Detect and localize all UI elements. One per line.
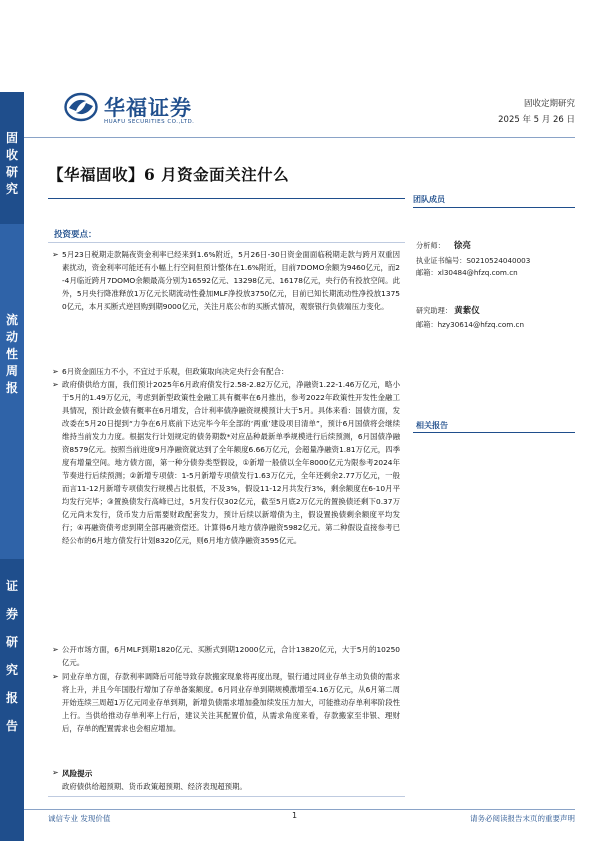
header-divider bbox=[24, 137, 575, 138]
team-divider bbox=[413, 207, 575, 208]
analyst-license: 执业证书编号：S0210524040003 bbox=[416, 256, 531, 265]
assistant-block bbox=[416, 305, 524, 330]
company-logo-icon bbox=[64, 92, 98, 122]
report-title: 【华福固收】6 月资金面关注什么 bbox=[48, 165, 290, 184]
report-type: 固收定期研究 bbox=[523, 99, 575, 109]
report-date: 2025 年 5 月 26 日 bbox=[498, 115, 575, 125]
side-band-segment-1 bbox=[0, 92, 24, 224]
side-band-label-3: 证 券 研 究 报 告 bbox=[5, 579, 18, 733]
paragraph-2: 6月资金面压力不小，不宜过于乐观，但政策取向决定央行会有配合： bbox=[62, 367, 289, 376]
analyst-block bbox=[416, 240, 530, 278]
bullet-icon: ➢ bbox=[52, 380, 59, 389]
bullet-icon: ➢ bbox=[52, 367, 59, 376]
footer-slogan: 诚信专业 发现价值 bbox=[48, 814, 111, 823]
company-name-en: HUAFU SECURITIES CO.,LTD. bbox=[104, 119, 195, 125]
assistant-email: 邮箱：hzy30614@hfzq.com.cn bbox=[416, 320, 525, 329]
footer-disclaimer: 请务必阅读报告末页的重要声明 bbox=[470, 814, 575, 823]
risk-heading: 风险提示 bbox=[62, 769, 93, 778]
bullet-icon: ➢ bbox=[52, 672, 59, 681]
page-number: 1 bbox=[292, 811, 298, 820]
team-members-heading: 团队成员 bbox=[413, 195, 445, 204]
section-heading: 投资要点： bbox=[54, 230, 97, 240]
bullet-icon: ➢ bbox=[52, 768, 59, 777]
assistant-label: 研究助理： bbox=[416, 306, 452, 315]
analyst-label: 分析师： bbox=[416, 241, 445, 250]
side-band-segment-3 bbox=[0, 559, 24, 841]
risk-text: 政府债供给超预期、货币政策超预期、经济表现超预期。 bbox=[62, 782, 247, 791]
paragraph-1: 5月23日税期走款隔夜资金利率已经来到1.6%附近，5月26日-30日资金面面临税期走款与跨月双重因素扰动，资金利率可能还有小幅上行空间但预计整体在1.6%附近，目前7DOMO余额为9460亿元，而2-4月临近跨月7DOMO余额最高分别为16592亿元、13298亿元、16178亿元，央行仍有投放空间。此外，5月央行降准释放1万亿元长期流动性叠加MLF净投放3750亿元，目前已知长期流动性净投放13750亿元，本月买断式逆回购到期9000亿元，关注月底公布的买断式情况，观察银行负债端压力变化。 bbox=[62, 250, 400, 311]
side-band-label-1: 固 收 研 究 bbox=[5, 131, 18, 196]
bullet-icon: ➢ bbox=[52, 250, 59, 259]
paragraph-5: 同业存单方面，存款利率调降后可能导致存款搬家现象将再度出现，银行通过同业存单主动负债的需求将上升，并且今年国股行增加了存单备案额度。6月同业存单到期规模激增至4.16万亿元，从6月第二周开始连续三周超1万亿元同业存单到期，新增负债需求增加叠加续发压力加大，可能推动存单利率阶段性上行。当供给推动存单利率上行后，建议关注其配置价值，从需求角度来看，存款搬家至非银、理财后，存单的配置需求也会相应增加。 bbox=[62, 672, 400, 733]
risk-divider bbox=[48, 796, 405, 797]
side-band-segment-2 bbox=[0, 224, 24, 559]
paragraph-3: 政府债供给方面，我们预计2025年6月政府债发行2.58-2.82万亿元，净融资1.22-1.46万亿元，略小于5月的1.49万亿元，考虑到新型政策性金融工具有概率在6月推出，参考2022年政策性开发性金融工具情况，预计政金债有概率在6月增发，合计利率债净融资规模预计大于5月。具体来看：国债方面，发改委在5月20日提到“力争在6月底前下达完毕今年全部的‘两重’建设项目清单”，预计6月国债将会继续维持当前发力力度。根据发行计划规定的债务期数*对应品种最新单季规模进行后续预测，6月国债净融资8579亿元。按照当前进度9月净融资就达到了全年额度6.66万亿元，会超量净融资1.81万亿元，四季度有增量空间。地方债方面，第一种分债券类型假设，①新增一般债以全年8000亿元为限参考2024年节奏进行后续预测；②新增专项债：1-5月新增专项债发行1.63万亿元，全年还剩余2.77万亿元，一般而言11-12月新增专项债发行规模占比很低，不及3%，假设11-12月共发行3%，剩余额度在6-10月平均发行完毕；③置换债发行高峰已过，5月发行仅302亿元，截至5月底2万亿元的置换债还剩下0.37万亿元尚未发行，货币发力后需要财政配套发力，预计后续以新增债为主，假设置换债剩余额度平均发行；④再融资债考虑到期全部再融资偿还。计算得6月地方债净融资5982亿元。第二种假设直接参考已经公布的6月地方债发行计划8320亿元，则6月地方债净融资3595亿元。 bbox=[62, 380, 400, 545]
footer-divider bbox=[24, 809, 575, 810]
related-divider bbox=[413, 432, 575, 433]
title-divider bbox=[48, 198, 405, 199]
side-band-label-2: 流 动 性 周 报 bbox=[5, 313, 18, 395]
analyst-name: 徐亮 bbox=[453, 241, 471, 251]
bullet-icon: ➢ bbox=[52, 645, 59, 654]
assistant-name: 黄紫仪 bbox=[454, 306, 480, 316]
related-reports-heading: 相关报告 bbox=[416, 421, 448, 430]
section-divider bbox=[48, 242, 405, 243]
company-name-cn: 华福证券 bbox=[104, 95, 192, 120]
analyst-email: 邮箱：xl30484@hfzq.com.cn bbox=[416, 268, 518, 277]
paragraph-4: 公开市场方面，6月MLF到期1820亿元、买断式到期12000亿元，合计13820亿元，大于5月的10250亿元。 bbox=[62, 645, 400, 667]
